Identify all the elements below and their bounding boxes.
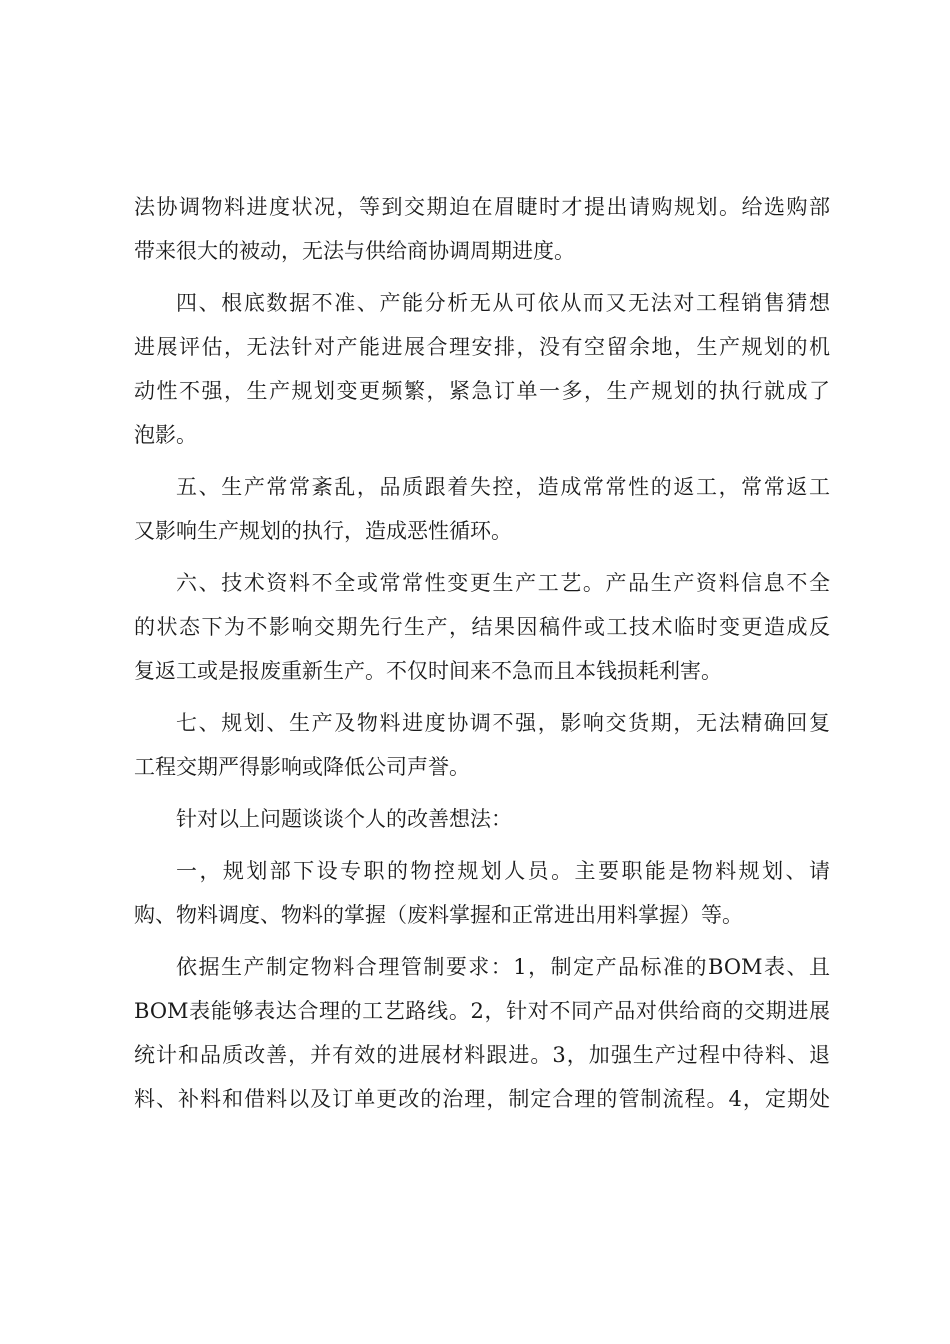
text-line: 泡影。 <box>134 423 197 447</box>
text-line: 购、物料调度、物料的掌握（废料掌握和正常进出用料掌握）等。 <box>134 903 743 927</box>
text-line: 工程交期严得影响或降低公司声誉。 <box>134 755 470 779</box>
text-line: 依据生产制定物料合理管制要求：1，制定产品标准的BOM表、且 <box>176 955 830 979</box>
text-line: 四、根底数据不准、产能分析无从可依从而又无法对工程销售猜想 <box>176 291 830 315</box>
text-line: 统计和品质改善，并有效的进展材料跟进。3，加强生产过程中待料、退 <box>134 1043 830 1067</box>
text-line: 一，规划部下设专职的物控规划人员。主要职能是物料规划、请 <box>176 859 830 883</box>
text-line: 动性不强，生产规划变更频繁，紧急订单一多，生产规划的执行就成了 <box>134 379 830 403</box>
document-body <box>134 185 830 1121</box>
text-line: 的状态下为不影响交期先行生产，结果因稿件或工技术临时变更造成反 <box>134 615 830 639</box>
text-line: 五、生产常常紊乱，品质跟着失控，造成常常性的返工，常常返工 <box>176 475 830 499</box>
text-line: 法协调物料进度状况，等到交期迫在眉睫时才提出请购规划。给选购部 <box>134 195 830 219</box>
text-line: 复返工或是报废重新生产。不仅时间来不急而且本钱损耗利害。 <box>134 659 722 683</box>
text-line: 针对以上问题谈谈个人的改善想法： <box>176 807 512 831</box>
text-line: BOM表能够表达合理的工艺路线。2，针对不同产品对供给商的交期进展 <box>134 999 830 1023</box>
text-line: 料、补料和借料以及订单更改的治理，制定合理的管制流程。4，定期处 <box>134 1087 830 1111</box>
text-line: 带来很大的被动，无法与供给商协调周期进度。 <box>134 239 575 263</box>
text-line: 又影响生产规划的执行，造成恶性循环。 <box>134 519 512 543</box>
text-line: 七、规划、生产及物料进度协调不强，影响交货期，无法精确回复 <box>176 711 830 735</box>
text-line: 进展评估，无法针对产能进展合理安排，没有空留余地，生产规划的机 <box>134 335 830 359</box>
text-line: 六、技术资料不全或常常性变更生产工艺。产品生产资料信息不全 <box>176 571 830 595</box>
